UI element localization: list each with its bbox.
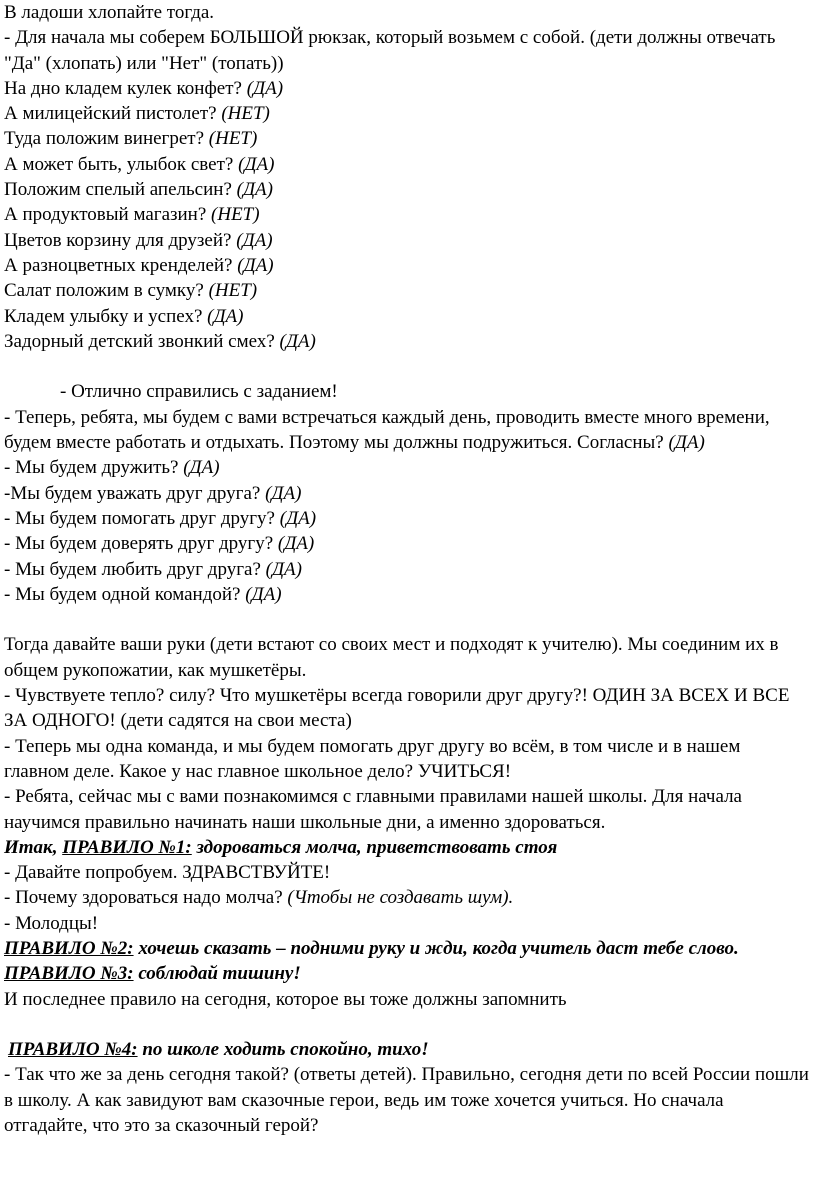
answer: (НЕТ) [208, 128, 258, 150]
answer: (НЕТ) [208, 280, 258, 302]
try-line: - Давайте попробуем. ЗДРАВСТВУЙТЕ! [4, 862, 331, 884]
blank-line [4, 354, 810, 379]
friendship-question: - Мы будем любить друг друга? (ДА) [4, 558, 302, 580]
rule-3-label: ПРАВИЛО №3: [4, 963, 134, 985]
last-rule-line: И последнее правило на сегодня, которое вы тоже должны запомнить [4, 988, 567, 1010]
backpack-questions [4, 76, 810, 354]
answer: (ДА) [237, 254, 274, 276]
backpack-question: А милицейский пистолет? (НЕТ) [4, 103, 270, 125]
answer: (Чтобы не создавать шум). [287, 887, 514, 909]
backpack-task: - Для начала мы соберем БОЛЬШОЙ рюкзак, который возьмем с собой. (дети должны отвечать "Да" (хлопать) или "Нет" (топать)) [4, 27, 776, 74]
answer: (НЕТ) [211, 204, 260, 226]
answer: (ДА) [277, 533, 315, 555]
answer: (ДА) [207, 305, 244, 327]
backpack-question: А может быть, улыбок свет? (ДА) [4, 153, 275, 175]
answer: (ДА) [238, 153, 275, 175]
good-line: - Молодцы! [4, 912, 99, 934]
why-line: - Почему здороваться надо молча? (Чтобы не создавать шум). [4, 887, 514, 909]
answer: (ДА) [245, 583, 282, 605]
backpack-question: А продуктовый магазин? (НЕТ) [4, 204, 260, 226]
answer: (ДА) [279, 330, 316, 352]
backpack-question: На дно кладем кулек конфет? (ДА) [4, 77, 284, 99]
backpack-question: Положим спелый апельсин? (ДА) [4, 179, 273, 201]
rule-4: ПРАВИЛО №4: по школе ходить спокойно, тихо! [8, 1039, 429, 1061]
answer: (ДА) [236, 229, 273, 251]
backpack-question: А разноцветных кренделей? (ДА) [4, 254, 274, 276]
rule-2: ПРАВИЛО №2: хочешь сказать – подними руку и жди, когда учитель даст тебе слово. [4, 937, 739, 959]
friendship-question: - Мы будем одной командой? (ДА) [4, 583, 282, 605]
answer: (ДА) [668, 432, 705, 454]
friendship-questions [4, 455, 810, 607]
answer: (ДА) [265, 482, 302, 504]
warmth-paragraph: - Чувствуете тепло? силу? Что мушкетёры всегда говорили друг другу?! ОДИН ЗА ВСЕХ И ВСЕ ЗА ОДНОГО! (дети садятся на свои места) [4, 685, 790, 732]
rule-3: ПРАВИЛО №3: соблюдай тишину! [4, 963, 301, 985]
hands-paragraph: Тогда давайте ваши руки (дети встают со своих мест и подходят к учителю). Мы соединим их в общем рукопожатии, как мушкетёры. [4, 634, 779, 681]
friends-intro: - Теперь, ребята, мы будем с вами встречаться каждый день, проводить вместе много времени, будем вместе работать и отдыхать. Поэтому мы должны подружиться. Согласны? (ДА) [4, 406, 770, 454]
answer: (ДА) [236, 179, 273, 201]
rule-1: Итак, ПРАВИЛО №1: здороваться молча, приветствовать стоя [4, 836, 558, 858]
answer: (ДА) [246, 77, 284, 99]
rule-4-label: ПРАВИЛО №4: [8, 1039, 138, 1061]
blank-line [4, 607, 810, 632]
backpack-question: Кладем улыбку и успех? (ДА) [4, 305, 244, 327]
rules-intro-paragraph: - Ребята, сейчас мы с вами познакомимся с главными правилами нашей школы. Для начала научимся правильно начинать наши школьные дни, а именно здороваться. [4, 786, 742, 833]
answer: (ДА) [183, 457, 220, 479]
answer: (ДА) [279, 507, 317, 529]
backpack-question: Салат положим в сумку? (НЕТ) [4, 280, 258, 302]
friendship-question: - Мы будем дружить? (ДА) [4, 457, 220, 479]
clap-line: В ладоши хлопайте тогда. [4, 2, 215, 23]
friendship-question: -Мы будем уважать друг друга? (ДА) [4, 482, 302, 504]
friendship-question: - Мы будем помогать друг другу? (ДА) [4, 507, 317, 529]
rule-2-label: ПРАВИЛО №2: [4, 937, 134, 959]
backpack-question: Туда положим винегрет? (НЕТ) [4, 128, 258, 150]
answer: (ДА) [265, 558, 302, 580]
friendship-question: - Мы будем доверять друг другу? (ДА) [4, 533, 315, 555]
team-paragraph: - Теперь мы одна команда, и мы будем помогать друг другу во всём, в том числе и в нашем главном деле. Какое у нас главное школьное дело? УЧИТЬСЯ! [4, 735, 741, 782]
backpack-question: Цветов корзину для друзей? (ДА) [4, 229, 273, 251]
well-done-line: - Отлично справились с заданием! [60, 381, 338, 403]
blank-line [4, 1012, 810, 1037]
rule-1-label: ПРАВИЛО №1: [62, 836, 192, 858]
backpack-question: Задорный детский звонкий смех? (ДА) [4, 330, 316, 352]
answer: (НЕТ) [221, 103, 270, 125]
closing-paragraph: - Так что же за день сегодня такой? (ответы детей). Правильно, сегодня дети по всей России пошли в школу. А как завидуют вам сказочные герои, ведь им тоже хочется учиться. Но сначала отгадайте, что это за сказочный герой? [4, 1064, 809, 1137]
